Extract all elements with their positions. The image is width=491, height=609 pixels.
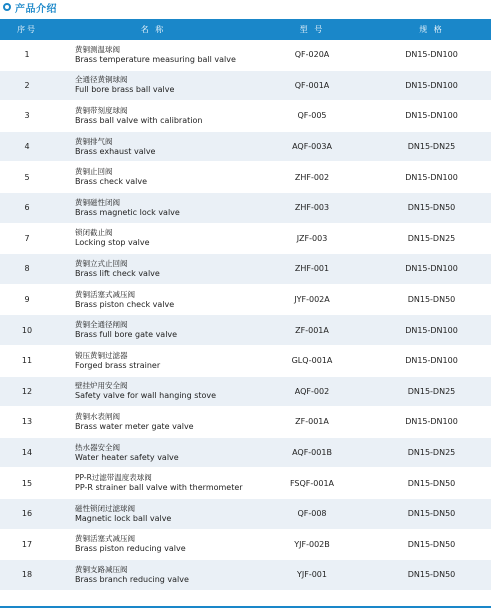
row-name xyxy=(54,468,252,498)
row-spec: DN15-DN25 xyxy=(407,233,456,243)
name-en: Brass lift check valve xyxy=(75,268,160,278)
row-model: QF-020A xyxy=(294,50,330,60)
table-row xyxy=(0,377,491,408)
row-no: 6 xyxy=(24,203,30,213)
table-row xyxy=(0,285,491,316)
row-no: 3 xyxy=(24,111,30,121)
name-cn: 黄铜磁性闭阀 xyxy=(75,197,120,207)
row-spec: DN15-DN100 xyxy=(405,325,458,335)
row-spec: DN15-DN100 xyxy=(405,417,458,427)
name-en: Brass full bore gate valve xyxy=(75,330,178,340)
name-cn: 全通径黄铜球阀 xyxy=(75,75,128,85)
section-title: 产品介绍 xyxy=(15,3,57,15)
row-no: 7 xyxy=(24,233,30,243)
header-model: 型 号 xyxy=(299,25,325,34)
row-name xyxy=(54,377,252,407)
table-row xyxy=(0,499,491,530)
row-no: 15 xyxy=(21,478,33,488)
row-name xyxy=(54,71,252,101)
name-en: Brass check valve xyxy=(75,177,148,187)
table-row xyxy=(0,468,491,499)
row-model: FSQF-001A xyxy=(289,478,335,488)
header-name: 名 称 xyxy=(140,25,166,34)
row-name xyxy=(54,560,252,590)
table-row xyxy=(0,224,491,255)
row-model: YJF-002B xyxy=(294,539,330,549)
row-model: JZF-003 xyxy=(296,233,328,243)
row-no: 9 xyxy=(24,295,30,305)
row-model: QF-005 xyxy=(297,111,327,121)
name-en: Safety valve for wall hanging stove xyxy=(75,391,217,401)
row-model: QF-008 xyxy=(297,509,327,519)
name-en: PP-R strainer ball valve with thermometer xyxy=(75,483,243,493)
row-no: 11 xyxy=(21,356,33,366)
row-name xyxy=(54,101,252,131)
row-spec: DN15-DN100 xyxy=(405,172,458,182)
row-name xyxy=(54,438,252,468)
row-spec: DN15-DN100 xyxy=(405,50,458,60)
name-cn: PP-R过滤带温度表球阀 xyxy=(75,473,152,483)
table-row xyxy=(0,40,491,71)
row-spec: DN15-DN25 xyxy=(407,448,456,458)
row-name xyxy=(54,530,252,560)
row-spec: DN15-DN50 xyxy=(407,509,456,519)
row-spec: DN15-DN50 xyxy=(407,539,456,549)
name-cn: 黄铜立式止回阀 xyxy=(75,258,128,268)
row-model: ZHF-003 xyxy=(294,203,330,213)
table-row xyxy=(0,346,491,377)
row-model: AQF-002 xyxy=(294,386,330,396)
table-row xyxy=(0,438,491,469)
name-cn: 黄铜水表闸阀 xyxy=(75,411,120,421)
table-row xyxy=(0,101,491,132)
row-name xyxy=(54,285,252,315)
name-cn: 壁挂炉用安全阀 xyxy=(75,381,128,391)
name-en: Brass ball valve with calibration xyxy=(75,115,203,125)
name-en: Magnetic lock ball valve xyxy=(75,513,172,523)
row-no: 13 xyxy=(21,417,33,427)
row-no: 12 xyxy=(21,386,33,396)
name-cn: 锁闭截止阀 xyxy=(75,228,113,238)
row-no: 14 xyxy=(21,448,33,458)
row-no: 16 xyxy=(21,509,33,519)
row-model: ZF-001A xyxy=(295,417,329,427)
row-no: 17 xyxy=(21,539,33,549)
row-name xyxy=(54,193,252,223)
name-cn: 黄铜止回阀 xyxy=(75,167,113,177)
table-header xyxy=(0,19,491,40)
name-en: Brass exhaust valve xyxy=(75,146,156,156)
table-body xyxy=(0,40,491,591)
name-en: Brass water meter gate valve xyxy=(75,421,194,431)
name-en: Brass temperature measuring ball valve xyxy=(75,54,236,64)
table-row xyxy=(0,530,491,561)
name-en: Water heater safety valve xyxy=(75,452,179,462)
name-cn: 黄铜排气阀 xyxy=(75,136,113,146)
row-model: JYF-002A xyxy=(294,295,330,305)
row-model: YJF-001 xyxy=(296,570,327,580)
table-row xyxy=(0,315,491,346)
name-cn: 黄铜活塞式减压阀 xyxy=(75,289,135,299)
row-spec: DN15-DN100 xyxy=(405,80,458,90)
name-cn: 黄铜测温球阀 xyxy=(75,44,120,54)
name-cn: 黄铜活塞式减压阀 xyxy=(75,534,135,544)
name-en: Brass magnetic lock valve xyxy=(75,207,180,217)
header-no: 序号 xyxy=(17,25,37,34)
row-spec: DN15-DN100 xyxy=(405,111,458,121)
name-en: Forged brass strainer xyxy=(75,360,161,370)
table-row xyxy=(0,560,491,591)
name-cn: 黄铜支路减压阀 xyxy=(75,564,128,574)
row-model: AQF-003A xyxy=(292,142,332,152)
row-spec: DN15-DN100 xyxy=(405,264,458,274)
row-spec: DN15-DN50 xyxy=(407,295,456,305)
section-header xyxy=(2,0,57,14)
row-spec: DN15-DN50 xyxy=(407,570,456,580)
table-row xyxy=(0,254,491,285)
circle-ring-icon xyxy=(3,3,11,11)
bottom-divider xyxy=(0,606,491,608)
row-no: 2 xyxy=(24,80,30,90)
row-model: AQF-001B xyxy=(292,448,332,458)
table-row xyxy=(0,132,491,163)
table-row xyxy=(0,162,491,193)
row-spec: DN15-DN25 xyxy=(407,386,456,396)
row-model: QF-001A xyxy=(294,80,330,90)
row-name xyxy=(54,407,252,437)
row-no: 18 xyxy=(21,570,33,580)
row-name xyxy=(54,162,252,192)
name-en: Locking stop valve xyxy=(75,238,150,248)
row-name xyxy=(54,315,252,345)
name-en: Brass branch reducing valve xyxy=(75,574,189,584)
row-name xyxy=(54,346,252,376)
row-spec: DN15-DN25 xyxy=(407,142,456,152)
row-model: ZHF-002 xyxy=(294,172,330,182)
name-cn: 磁性锁闭过滤球阀 xyxy=(75,503,135,513)
row-spec: DN15-DN100 xyxy=(405,356,458,366)
row-no: 1 xyxy=(24,50,30,60)
row-no: 10 xyxy=(21,325,33,335)
table-row xyxy=(0,71,491,102)
header-spec: 规 格 xyxy=(419,25,444,34)
table-row xyxy=(0,407,491,438)
product-table xyxy=(0,19,491,591)
name-cn: 黄铜全通径闸阀 xyxy=(75,320,128,330)
row-spec: DN15-DN50 xyxy=(407,203,456,213)
row-no: 8 xyxy=(24,264,30,274)
name-cn: 热水器安全阀 xyxy=(75,442,120,452)
table-row xyxy=(0,193,491,224)
name-en: Brass piston check valve xyxy=(75,299,175,309)
name-cn: 黄铜带刻度球阀 xyxy=(75,105,128,115)
row-name xyxy=(54,224,252,254)
row-model: GLQ-001A xyxy=(291,356,333,366)
name-en: Brass piston reducing valve xyxy=(75,544,186,554)
row-no: 5 xyxy=(24,172,30,182)
row-model: ZF-001A xyxy=(295,325,329,335)
row-name xyxy=(54,132,252,162)
name-en: Full bore brass ball valve xyxy=(75,85,175,95)
name-cn: 锻压黄铜过滤器 xyxy=(75,350,128,360)
row-model: ZHF-001 xyxy=(294,264,330,274)
row-name xyxy=(54,40,252,70)
row-spec: DN15-DN50 xyxy=(407,478,456,488)
row-name xyxy=(54,254,252,284)
row-name xyxy=(54,499,252,529)
row-no: 4 xyxy=(24,142,30,152)
